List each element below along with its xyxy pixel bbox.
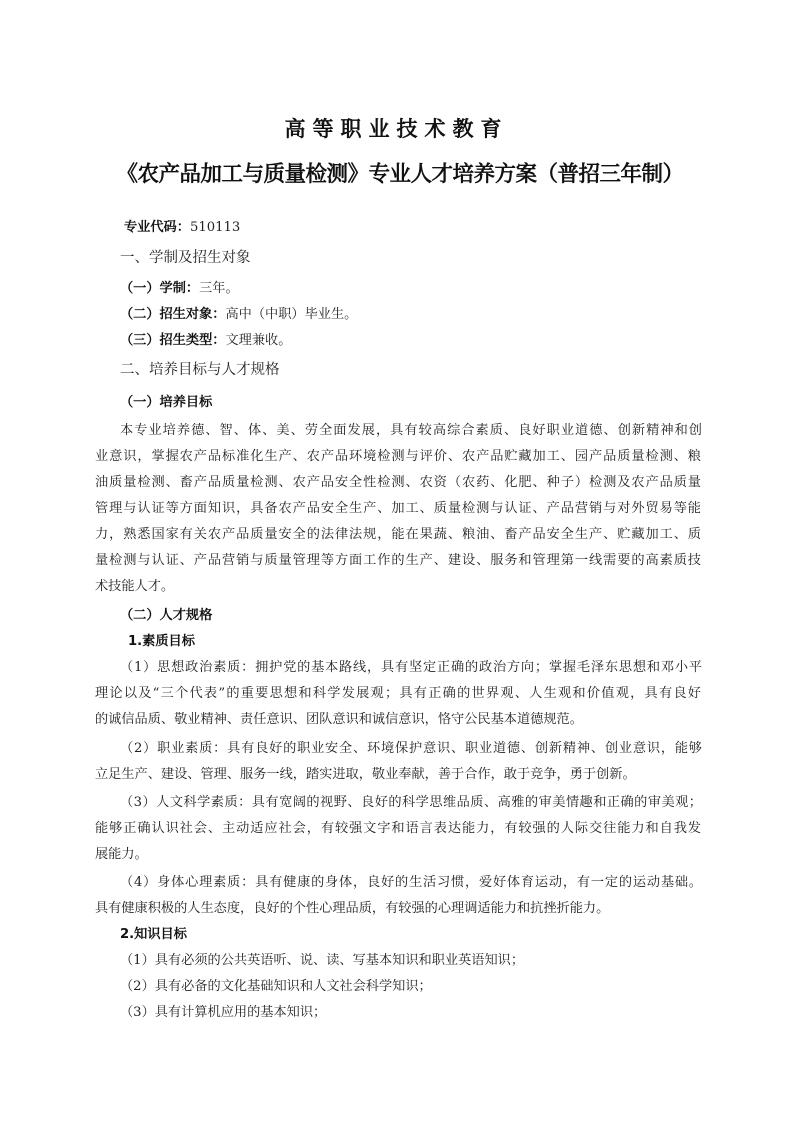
knowledge-item: （1）具有必须的公共英语听、说、读、写基本知识和职业英语知识； (120, 953, 525, 968)
item-value: 文理兼收。 (225, 333, 292, 348)
training-goal-line: 油质量检测、畜产品质量检测、农产品安全性检测、农资（农药、化肥、种子）检测及农产品质量 (95, 475, 701, 490)
section1-item-enrollment-target (120, 305, 726, 325)
quality-p1-line: 的诚信品质、敬业精神、责任意识、团队意识和诚信意识，恪守公民基本道德规范。 (95, 712, 583, 727)
knowledge-item: （2）具有必备的文化基础知识和人文社会科学知识； (120, 979, 432, 994)
training-goal-line: 业意识，掌握农产品标准化生产、农产品环境检测与评价、农产品贮藏加工、园产品质量检测、粮 (95, 449, 701, 464)
training-goal-line: 管理与认证等方面知识，具备农产品安全生产、加工、质量检测与认证、产品营销与对外贸易等能 (95, 501, 701, 516)
training-goal-line: 力，熟悉国家有关农产品质量安全的法律法规，能在果蔬、粮油、畜产品安全生产、贮藏加工、质 (95, 527, 701, 542)
quality-p3-line: （3）人文科学素质：具有宽阔的视野、良好的科学思维品质、高雅的审美情趣和正确的审美观； (120, 795, 702, 810)
training-goal-line: 本专业培养德、智、体、美、劳全面发展，具有较高综合素质、良好职业道德、创新精神和创 (120, 423, 702, 438)
section2-heading: 二、培养目标与人才规格 (120, 362, 280, 378)
quality-p4-line: 具有健康积极的人生态度，良好的个性心理品质，有较强的心理调适能力和抗挫折能力。 (95, 901, 610, 916)
section1-heading: 一、学制及招生对象 (120, 250, 251, 266)
section1-item-enrollment-type (120, 331, 726, 351)
document-title-line1: 高等职业技术教育 (284, 117, 509, 141)
training-goal-line: 量检测与认证、产品营销与质量管理等方面工作的生产、建设、服务和管理第一线需要的高素质技 (95, 553, 701, 568)
item-label: （二）招生对象： (120, 307, 226, 322)
item-label: （三）招生类型： (120, 333, 226, 348)
quality-p1-line: 理论以及“三个代表”的重要思想和科学发展观；具有正确的世界观、人生观和价值观，具有良好 (95, 686, 701, 701)
knowledge-item: （3）具有计算机应用的基本知识； (120, 1005, 327, 1020)
quality-p2-line: （2）职业素质：具有良好的职业安全、环境保护意识、职业道德、创新精神、创业意识，能够 (120, 741, 702, 756)
item-label: （一）学制： (120, 281, 200, 296)
quality-p1-line: （1）思想政治素质：拥护党的基本路线，具有坚定正确的政治方向；掌握毛泽东思想和邓小平 (120, 660, 702, 675)
section1-item-duration (120, 279, 726, 299)
quality-p2-line: 立足生产、建设、管理、服务一线，踏实进取，敬业奉献，善于合作，敢于竞争，勇于创新。 (95, 767, 636, 782)
training-goal-line: 术技能人才。 (95, 579, 175, 594)
major-code-label: 专业代码： (124, 220, 190, 235)
quality-p3-line: 能够正确认识社会、主动适应社会，有较强文字和语言表达能力，有较强的人际交往能力和自我发 (95, 821, 701, 836)
major-code (124, 218, 730, 238)
quality-p4-line: （4）身体心理素质：具有健康的身体，良好的生活习惯，爱好体育运动，有一定的运动基础。 (120, 875, 702, 890)
major-code-value: 510113 (189, 220, 241, 235)
quality-goal-heading: 1.素质目标 (128, 634, 195, 649)
item-value: 高中（中职）毕业生。 (225, 307, 358, 322)
knowledge-goal-heading: 2.知识目标 (120, 927, 187, 942)
talent-spec-heading: （二）人才规格 (120, 608, 213, 623)
quality-p3-line: 展能力。 (95, 847, 148, 862)
document-title-line2: 《农产品加工与质量检测》专业人才培养方案（普招三年制） (116, 162, 684, 187)
item-value: 三年。 (199, 281, 239, 296)
training-goal-heading: （一）培养目标 (120, 395, 213, 410)
